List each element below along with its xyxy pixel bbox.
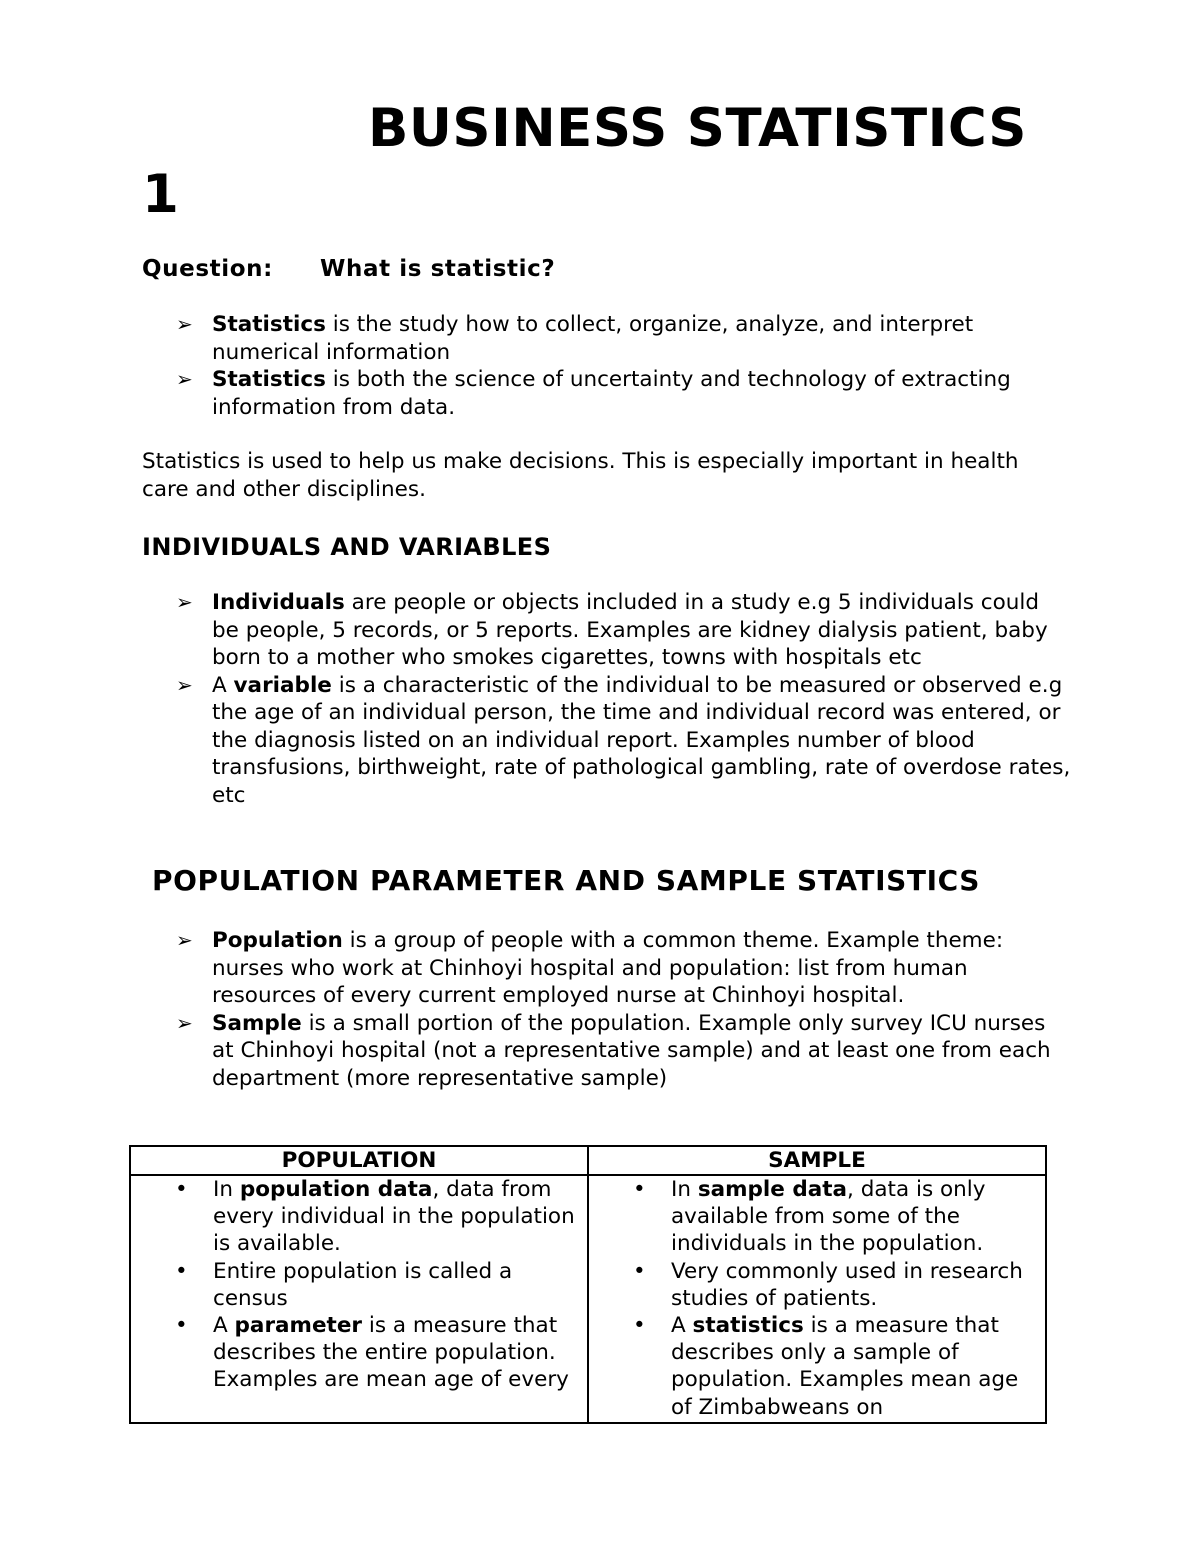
intro-bullet-list (0, 311, 1072, 421)
item-text: is a small portion of the population. Example only survey ICU nurses at Chinhoyi hospital (not a representative sample) and at least one from each department (more representative sample) (212, 1010, 1051, 1091)
list-item (0, 1010, 1072, 1093)
item-prefix: A (213, 1313, 235, 1339)
term-bold: sample data (697, 1177, 848, 1202)
list-item (0, 589, 1072, 672)
arrow-bullet-icon: ➢ (176, 928, 193, 952)
list-item (0, 927, 1072, 1010)
term-bold: statistics (692, 1313, 804, 1339)
arrow-bullet-icon: ➢ (176, 672, 193, 697)
list-item (131, 1258, 587, 1312)
population-cell (130, 1175, 588, 1423)
document-title (142, 96, 1102, 228)
column-header-sample: SAMPLE (588, 1146, 1046, 1175)
population-bullet-list (0, 927, 1072, 1092)
arrow-bullet-icon: ➢ (176, 312, 193, 336)
item-prefix: In (671, 1177, 698, 1202)
item-prefix: A (212, 672, 234, 698)
population-list (131, 1176, 587, 1394)
bullet-dot-icon: • (175, 1313, 188, 1339)
list-item (589, 1312, 1045, 1421)
arrow-bullet-icon: ➢ (176, 367, 193, 391)
item-text: , data from every individual in the population is available. (213, 1177, 575, 1257)
term-bold: Sample (212, 1010, 302, 1036)
list-item (589, 1258, 1045, 1312)
item-prefix: Entire population is called a census (213, 1258, 513, 1311)
list-item (131, 1176, 587, 1258)
list-item (0, 672, 1072, 810)
section-heading-individuals: INDIVIDUALS AND VARIABLES (142, 533, 552, 561)
sample-cell (588, 1175, 1046, 1423)
item-text: is both the science of uncertainty and technology of extracting information from data. (212, 367, 1011, 420)
list-item (589, 1176, 1045, 1258)
title-number: 1 (142, 164, 180, 225)
item-text: is the study how to collect, organize, analyze, and interpret numerical information (212, 312, 974, 365)
question-label: Question: (142, 256, 273, 282)
bullet-dot-icon: • (175, 1258, 188, 1284)
intro-paragraph: Statistics is used to help us make decisions. This is especially important in health care and other disciplines. (142, 449, 1019, 502)
bullet-dot-icon: • (633, 1313, 646, 1339)
list-item (0, 366, 1072, 421)
arrow-bullet-icon: ➢ (176, 1010, 193, 1035)
individuals-bullet-list (0, 589, 1072, 809)
title-main: BUSINESS STATISTICS (368, 98, 1027, 159)
item-text: , data is only available from some of the individuals in the population. (671, 1177, 986, 1257)
population-sample-table (129, 1145, 1047, 1424)
term-bold: variable (233, 672, 332, 698)
term-bold: Statistics (212, 367, 326, 392)
item-prefix: Very commonly used in research studies of patients. (671, 1258, 1023, 1311)
item-prefix: In (213, 1177, 240, 1202)
term-bold: population data (239, 1177, 433, 1202)
section-heading-population: POPULATION PARAMETER AND SAMPLE STATISTICS (152, 864, 981, 897)
bullet-dot-icon: • (633, 1258, 646, 1284)
table-header-row (130, 1146, 1046, 1175)
item-text: are people or objects included in a study e.g 5 individuals could be people, 5 records, or 5 reports. Examples are kidney dialysis patient, baby born to a mother who smokes cigarettes, towns with hospitals etc (212, 590, 1048, 670)
question-line (142, 252, 555, 286)
column-header-population: POPULATION (130, 1146, 588, 1175)
item-prefix: A (671, 1313, 693, 1339)
item-text: is a characteristic of the individual to be measured or observed e.g the age of an individual person, the time and individual record was entered, or the diagnosis listed on an individual report. Examples number of blood transfusions, birthweight, rate of pathological gambling, rate of overdose rates, etc (212, 672, 1071, 808)
bullet-dot-icon: • (175, 1177, 188, 1202)
sample-list (589, 1176, 1045, 1421)
term-bold: Population (212, 928, 343, 953)
question-text: What is statistic? (320, 256, 556, 282)
arrow-bullet-icon: ➢ (176, 590, 193, 614)
item-text: is a group of people with a common theme. Example theme: nurses who work at Chinhoyi hospital and population: list from human resources of every current employed nurse at Chinhoyi hospital. (212, 928, 1004, 1008)
term-bold: Statistics (212, 312, 326, 337)
list-item (131, 1312, 587, 1394)
bullet-dot-icon: • (633, 1177, 646, 1202)
term-bold: Individuals (212, 590, 345, 615)
table-row (130, 1175, 1046, 1423)
term-bold: parameter (234, 1313, 363, 1339)
item-text: is a measure that describes only a sample of population. Examples mean age of Zimbabweans on (671, 1313, 1019, 1420)
item-text: is a measure that describes the entire population. Examples are mean age of every (213, 1313, 569, 1393)
list-item (0, 311, 1072, 366)
